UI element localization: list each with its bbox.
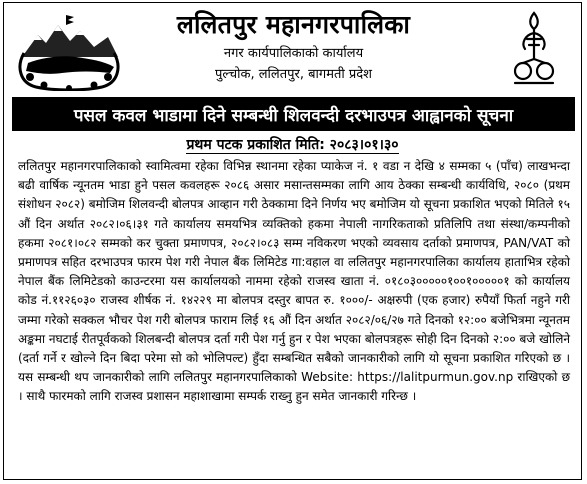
notice-title: पसल कवल भाडामा दिने सम्बन्धी शिलवन्दी दरभाउपत्र आह्वानको सूचना [12,97,575,131]
published-date [4,136,581,154]
letterhead [4,3,583,93]
notice-body [18,157,570,407]
notice-paragraph: ललितपुर महानगरपालिकाको स्वामित्वमा रहेका विभिन्न स्थानमा रहेका प्याकेज नं. १ वडा न देखि ४ सम्मका ५ (पाँच) लाखभन्दा बढी वार्षिक न्यूनतम भाडा हुने पसल कवलहरू २०८६ असार मसान्तसम्मका लागि आय ठेक्का सम्बन्धी कार्यविधि, २०८० (प्रथम संशोधन २०८२) बमोजिम शिलवन्दी बोलपत्र आव्हान गरी ठेक्कामा दिने निर्णय भए बमोजिम यो सूचना प्रकाशित भएको मितिले १५ औं दिन अर्थात २०८२।०६।३१ गते कार्यालय समयभित्र व्यक्तिको हकमा नेपाली नागरिकताको प्रतिलिपि तथा संस्था/कम्पनीको हकमा २०८१।०८२ सम्मको कर चुक्ता प्रमाणपत्र, २०८२।०८३ सम्म नविकरण भएको व्यवसाय दर्ताको प्रमाणपत्र, PAN/VAT को प्रमाणपत्र सहित दरभाउपत्र फारम पेश गरी नेपाल बैंक लिमिटेड गा:वहाल वा ललितपुर महानगरपालिका कार्यालय हाताभित्र रहेको नेपाल बैंक लिमिटेडको काउन्टरमा यस कार्यालयको नाममा रहेको राजस्व खाता नं. ०१८०३०००००१००१०००००१ को कार्यालय कोड नं.११२६०३० राजस्व शीर्षक नं. १४२२९ मा बोलपत्र दस्तुर बापत रु. १०००/- अक्षरुपी (एक हजार) रुपैयाँ फिर्ता नहुने गरी जम्मा गरेको सक्कल भौचर पेश गरी बोलपत्र फाराम लिई १६ औं दिन अर्थात २०८२/०६/२७ गते दिनको १२:०० बजेभित्रमा न्यूनतम अङ्कमा नघटाई रीतपूर्वकको शिलबन्दी बोलपत्र दर्ता गरी पेश गर्नु हुन र पेश भएका बोलपत्रहरू सोही दिन दिनको २:०० बजे खोलिने (दर्ता गर्ने र खोल्ने दिन बिदा परेमा सो को भोलिपल्ट) हुँदा सम्बन्धित सबैको जानकारीको लागि यो सूचना प्रकाशित गरिएको छ । यस सम्बन्धी थप जानकारीको लागि ललितपुर महानगरपालिकाको Website: https://lalitpurmun.gov.np राखिएको छ । साथै फारमको लागि राजस्व प्रशासन महाशाखामा सम्पर्क राख्नु हुन समेत जानकारी गरिन्छ । [18,159,570,404]
lalitpur-metropolitan-logo-icon [507,9,561,89]
office-name: नगर कार्यपालिकाको कार्यालय [223,46,364,61]
published-date-text: प्रथम पटक प्रकाशित मिति: २०८३।०१।३० [186,137,399,153]
office-address: पुल्चोक, ललितपुर, बागमती प्रदेश [214,67,373,82]
notice-frame [3,2,582,480]
org-name: ललितपुर महानगरपालिका [176,10,411,39]
